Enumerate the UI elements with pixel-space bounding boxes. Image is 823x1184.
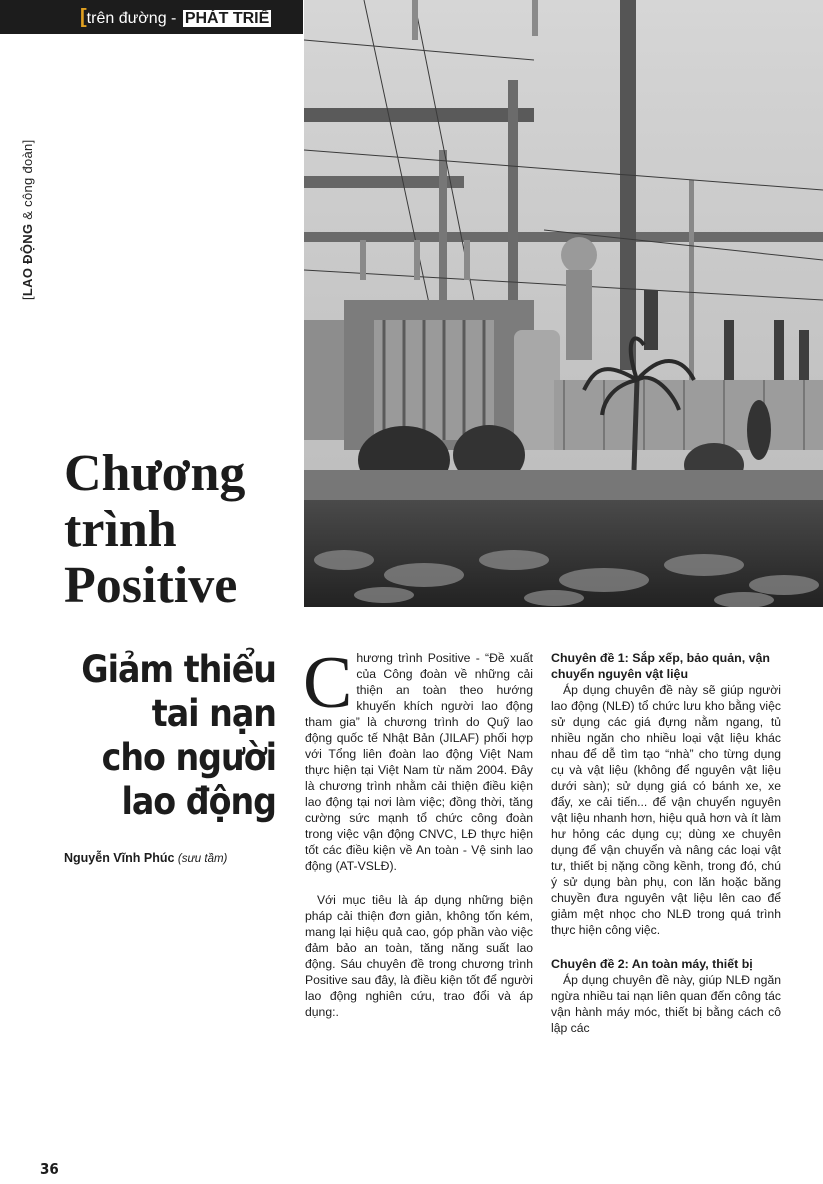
topic-1-paragraph: Áp dụng chuyên đề này sẽ giúp người lao động (NLĐ) tổ chức lưu kho bằng việc sử dụng các giá đựng nằm ngang, tủ nhiều ngăn cho nhiều loại vật liệu khác nhau để dễ tìm tạo “nhà” cho từng dụng cụ và vật liệu (không để nguyên vật liệu dưới sàn); sử dụng giá có bánh xe, xe đẩy, xe cải tiến... để vận chuyển nguyên vật liệu nhanh hơn, hiệu quả hơn và ít làm hư hỏng các dụng cụ; dùng xe chuyên dụng để vận chuyển và nâng các loại vật tư, thiết bị nặng cồng kềnh, trong đó, chú ý sử dụng bàn phụ, con lăn hoặc băng chuyền đưa nguyên vật liệu lên cao để giảm mệt nhọc cho NLĐ trong quá trình thực hiện công việc. bbox=[551, 683, 781, 937]
author-byline bbox=[64, 851, 284, 865]
subtitle-line: tai nạn bbox=[151, 692, 276, 735]
goal-paragraph: Với mục tiêu là áp dụng những biện pháp cải thiện đơn giản, không tốn kém, mang lại hiệu quả cao, góp phần vào việc đảm bảo an toàn, tăng năng suất lao động. Sáu chuyên đề trong chương trình Positive sau đây, là điều kiện tốt để người lao động nghiên cứu, trao đổi và áp dụng:. bbox=[305, 893, 533, 1019]
drop-cap: C bbox=[303, 642, 353, 724]
intro-paragraph bbox=[303, 642, 533, 874]
subtitle-line: lao động bbox=[121, 780, 276, 823]
author-note: (sưu tầm) bbox=[177, 853, 228, 865]
section-header bbox=[80, 5, 271, 31]
title-line: trình bbox=[64, 501, 177, 558]
article-title bbox=[64, 446, 294, 614]
title-line: Positive bbox=[64, 557, 238, 614]
article-subtitle bbox=[60, 648, 276, 824]
topic-1-heading: Chuyên đề 1: Sắp xếp, bảo quản, vận chuyển nguyên vật liệu bbox=[551, 651, 770, 681]
subtitle-line: cho người bbox=[101, 736, 276, 779]
side-label-open: [ bbox=[20, 296, 35, 300]
page-number: 36 bbox=[40, 1160, 59, 1178]
side-label-bold: LAO ĐỘNG bbox=[20, 223, 35, 297]
header-section-topic: PHÁT TRIỂ bbox=[184, 10, 270, 27]
substation-photo bbox=[304, 0, 823, 607]
article-column-2 bbox=[551, 650, 781, 1036]
author-name: Nguyễn Vĩnh Phúc bbox=[64, 851, 175, 865]
article-column-1 bbox=[303, 642, 533, 1020]
title-line: Chương bbox=[64, 445, 246, 502]
header-section-name: trên đường - bbox=[86, 10, 181, 27]
header-bracket: [ bbox=[80, 6, 87, 28]
substation-photo-image bbox=[304, 0, 823, 607]
side-label-close: ] bbox=[20, 139, 35, 144]
side-label-rest: & công đoàn bbox=[20, 143, 35, 224]
header-bar bbox=[0, 0, 303, 34]
intro-paragraph-text: hương trình Positive - “Đề xuất của Công đoàn về những cải thiện an toàn theo hướng khuyến khích người lao động tham gia” là chương trình do Quỹ lao động quốc tế Nhật Bản (JILAF) phối hợp với Tổng liên đoàn lao động Việt Nam thực hiện tại Việt Nam từ năm 2004. Đây là chương trình nhằm cải thiện điều kiện lao động tại nơi làm việc; đồng thời, tăng cường sức mạnh tổ chức công đoàn trong việc vận động CNVC, LĐ thực hiện tốt các điều kiện về An toàn - Vệ sinh lao động (AT-VSLĐ). bbox=[305, 651, 533, 873]
subtitle-line: Giảm thiểu bbox=[81, 648, 276, 691]
side-section-label bbox=[20, 60, 44, 300]
topic-2-heading: Chuyên đề 2: An toàn máy, thiết bị bbox=[551, 957, 753, 971]
topic-2-paragraph: Áp dụng chuyên đề này, giúp NLĐ ngăn ngừa nhiều tai nạn liên quan đến công tác vận hành máy móc, thiết bị bằng cách cô lập các bbox=[551, 973, 781, 1035]
